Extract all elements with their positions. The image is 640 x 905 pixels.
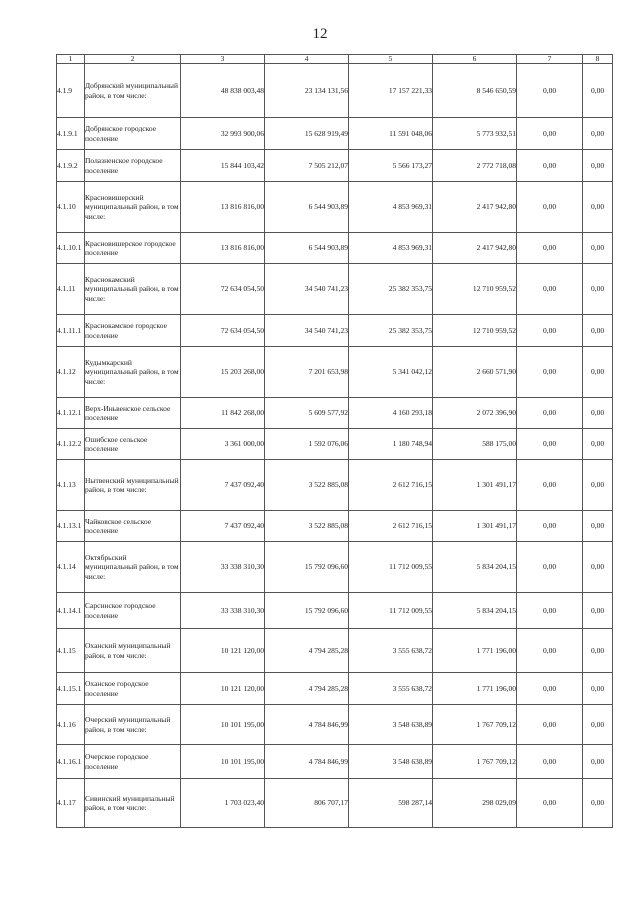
cell-col-4: 23 134 131,56	[265, 64, 349, 118]
cell-col-5: 5 341 042,12	[349, 347, 433, 398]
cell-col-4: 5 609 577,92	[265, 398, 349, 429]
cell-col-8: 0,00	[583, 118, 613, 150]
row-name: Оханский муниципальный район, в том числе:	[85, 629, 181, 673]
table-row	[57, 118, 613, 150]
cell-col-7: 0,00	[517, 629, 583, 673]
table-row	[57, 745, 613, 779]
cell-col-8: 0,00	[583, 182, 613, 233]
cell-col-7: 0,00	[517, 150, 583, 182]
cell-col-5: 3 555 638,72	[349, 673, 433, 705]
row-name: Нытвенский муниципальный район, в том числе:	[85, 460, 181, 511]
row-name: Чайковское сельское поселение	[85, 511, 181, 542]
cell-col-6: 588 175,00	[433, 429, 517, 460]
cell-col-7: 0,00	[517, 347, 583, 398]
row-name: Краснокамский муниципальный район, в том числе:	[85, 264, 181, 315]
cell-col-4: 15 628 919,49	[265, 118, 349, 150]
row-code: 4.1.15	[57, 629, 85, 673]
row-name: Кудымкарский муниципальный район, в том числе:	[85, 347, 181, 398]
cell-col-6: 1 767 709,12	[433, 705, 517, 745]
column-header: 7	[517, 55, 583, 64]
cell-col-6: 2 417 942,80	[433, 182, 517, 233]
row-name: Добрянский муниципальный район, в том числе:	[85, 64, 181, 118]
cell-col-4: 4 784 846,99	[265, 705, 349, 745]
cell-col-7: 0,00	[517, 264, 583, 315]
row-name: Оханское городское поселение	[85, 673, 181, 705]
cell-col-8: 0,00	[583, 511, 613, 542]
cell-col-8: 0,00	[583, 460, 613, 511]
cell-col-7: 0,00	[517, 118, 583, 150]
cell-col-5: 1 180 748,94	[349, 429, 433, 460]
row-name: Красновишерское городское поселение	[85, 233, 181, 264]
cell-col-8: 0,00	[583, 347, 613, 398]
cell-col-6: 2 660 571,90	[433, 347, 517, 398]
column-header: 1	[57, 55, 85, 64]
cell-col-6: 8 546 650,59	[433, 64, 517, 118]
row-code: 4.1.16	[57, 705, 85, 745]
cell-col-5: 25 382 353,75	[349, 264, 433, 315]
cell-col-6: 1 771 196,00	[433, 629, 517, 673]
cell-col-6: 2 072 396,90	[433, 398, 517, 429]
cell-col-3: 13 816 816,00	[181, 182, 265, 233]
cell-col-6: 1 771 196,00	[433, 673, 517, 705]
table-row	[57, 511, 613, 542]
table-row	[57, 629, 613, 673]
cell-col-6: 1 301 491,17	[433, 460, 517, 511]
cell-col-4: 1 592 076,06	[265, 429, 349, 460]
cell-col-3: 33 338 310,30	[181, 593, 265, 629]
cell-col-8: 0,00	[583, 629, 613, 673]
cell-col-8: 0,00	[583, 315, 613, 347]
cell-col-5: 4 853 969,31	[349, 233, 433, 264]
row-name: Ошибское сельское поселение	[85, 429, 181, 460]
cell-col-3: 15 844 103,42	[181, 150, 265, 182]
cell-col-7: 0,00	[517, 64, 583, 118]
cell-col-3: 48 838 003,48	[181, 64, 265, 118]
cell-col-6: 2 417 942,80	[433, 233, 517, 264]
cell-col-3: 33 338 310,30	[181, 542, 265, 593]
cell-col-3: 32 993 900,06	[181, 118, 265, 150]
cell-col-7: 0,00	[517, 182, 583, 233]
page-number: 12	[312, 26, 328, 42]
column-header: 6	[433, 55, 517, 64]
column-header: 4	[265, 55, 349, 64]
cell-col-5: 3 555 638,72	[349, 629, 433, 673]
cell-col-5: 4 160 293,18	[349, 398, 433, 429]
row-name: Полазненское городское поселение	[85, 150, 181, 182]
cell-col-8: 0,00	[583, 398, 613, 429]
cell-col-6: 1 767 709,12	[433, 745, 517, 779]
cell-col-4: 7 201 653,98	[265, 347, 349, 398]
cell-col-3: 15 203 268,00	[181, 347, 265, 398]
cell-col-5: 5 566 173,27	[349, 150, 433, 182]
row-code: 4.1.9.2	[57, 150, 85, 182]
row-code: 4.1.11	[57, 264, 85, 315]
cell-col-7: 0,00	[517, 542, 583, 593]
cell-col-8: 0,00	[583, 673, 613, 705]
cell-col-6: 5 773 932,51	[433, 118, 517, 150]
cell-col-8: 0,00	[583, 779, 613, 828]
cell-col-3: 10 101 195,00	[181, 745, 265, 779]
cell-col-4: 6 544 903,89	[265, 182, 349, 233]
row-name: Сарсинское городское поселение	[85, 593, 181, 629]
cell-col-3: 1 703 023,40	[181, 779, 265, 828]
cell-col-7: 0,00	[517, 673, 583, 705]
row-code: 4.1.17	[57, 779, 85, 828]
cell-col-5: 4 853 969,31	[349, 182, 433, 233]
row-code: 4.1.13.1	[57, 511, 85, 542]
cell-col-5: 2 612 716,15	[349, 511, 433, 542]
table-row	[57, 398, 613, 429]
cell-col-8: 0,00	[583, 233, 613, 264]
cell-col-6: 5 834 204,15	[433, 593, 517, 629]
cell-col-4: 3 522 885,08	[265, 511, 349, 542]
column-header: 8	[583, 55, 613, 64]
cell-col-7: 0,00	[517, 745, 583, 779]
cell-col-7: 0,00	[517, 233, 583, 264]
cell-col-4: 4 784 846,99	[265, 745, 349, 779]
cell-col-7: 0,00	[517, 460, 583, 511]
cell-col-6: 12 710 959,52	[433, 315, 517, 347]
cell-col-8: 0,00	[583, 745, 613, 779]
column-number-row	[57, 55, 613, 64]
budget-table	[56, 54, 613, 828]
row-code: 4.1.11.1	[57, 315, 85, 347]
row-code: 4.1.12.1	[57, 398, 85, 429]
table-row	[57, 673, 613, 705]
cell-col-8: 0,00	[583, 64, 613, 118]
table-row	[57, 460, 613, 511]
cell-col-8: 0,00	[583, 705, 613, 745]
table-row	[57, 233, 613, 264]
row-name: Очерское городское поселение	[85, 745, 181, 779]
cell-col-4: 4 794 285,28	[265, 629, 349, 673]
cell-col-5: 25 382 353,75	[349, 315, 433, 347]
cell-col-4: 3 522 885,08	[265, 460, 349, 511]
cell-col-5: 598 287,14	[349, 779, 433, 828]
table-row	[57, 264, 613, 315]
cell-col-5: 17 157 221,33	[349, 64, 433, 118]
cell-col-7: 0,00	[517, 705, 583, 745]
column-header: 3	[181, 55, 265, 64]
cell-col-3: 13 816 816,00	[181, 233, 265, 264]
table-row	[57, 705, 613, 745]
cell-col-6: 12 710 959,52	[433, 264, 517, 315]
cell-col-3: 72 634 054,50	[181, 315, 265, 347]
row-code: 4.1.13	[57, 460, 85, 511]
table-row	[57, 315, 613, 347]
cell-col-8: 0,00	[583, 542, 613, 593]
cell-col-3: 3 361 000,00	[181, 429, 265, 460]
row-name: Сивинский муниципальный район, в том числе:	[85, 779, 181, 828]
row-code: 4.1.9	[57, 64, 85, 118]
row-code: 4.1.10.1	[57, 233, 85, 264]
column-header: 5	[349, 55, 433, 64]
cell-col-7: 0,00	[517, 593, 583, 629]
cell-col-4: 15 792 096,60	[265, 593, 349, 629]
cell-col-8: 0,00	[583, 593, 613, 629]
row-code: 4.1.16.1	[57, 745, 85, 779]
table-row	[57, 64, 613, 118]
row-name: Октябрьский муниципальный район, в том числе:	[85, 542, 181, 593]
table-row	[57, 593, 613, 629]
table-row	[57, 429, 613, 460]
cell-col-5: 3 548 638,89	[349, 745, 433, 779]
cell-col-7: 0,00	[517, 315, 583, 347]
cell-col-5: 2 612 716,15	[349, 460, 433, 511]
cell-col-4: 34 540 741,23	[265, 264, 349, 315]
row-name: Очерский муниципальный район, в том числе:	[85, 705, 181, 745]
cell-col-8: 0,00	[583, 429, 613, 460]
cell-col-7: 0,00	[517, 429, 583, 460]
row-code: 4.1.14	[57, 542, 85, 593]
row-code: 4.1.15.1	[57, 673, 85, 705]
cell-col-3: 10 101 195,00	[181, 705, 265, 745]
cell-col-3: 10 121 120,00	[181, 629, 265, 673]
cell-col-3: 7 437 092,40	[181, 460, 265, 511]
cell-col-3: 72 634 054,50	[181, 264, 265, 315]
row-code: 4.1.14.1	[57, 593, 85, 629]
cell-col-8: 0,00	[583, 150, 613, 182]
row-name: Верх-Иньвенское сельское поселение	[85, 398, 181, 429]
row-name: Добрянское городское поселение	[85, 118, 181, 150]
cell-col-5: 11 591 048,06	[349, 118, 433, 150]
table-row	[57, 182, 613, 233]
column-header: 2	[85, 55, 181, 64]
cell-col-4: 7 505 212,07	[265, 150, 349, 182]
table-row	[57, 347, 613, 398]
row-name: Красновишерский муниципальный район, в том числе:	[85, 182, 181, 233]
cell-col-8: 0,00	[583, 264, 613, 315]
cell-col-5: 3 548 638,89	[349, 705, 433, 745]
cell-col-4: 806 707,17	[265, 779, 349, 828]
cell-col-4: 15 792 096,60	[265, 542, 349, 593]
cell-col-6: 2 772 718,08	[433, 150, 517, 182]
table-row	[57, 779, 613, 828]
table-row	[57, 150, 613, 182]
cell-col-4: 6 544 903,89	[265, 233, 349, 264]
cell-col-4: 4 794 285,28	[265, 673, 349, 705]
row-code: 4.1.9.1	[57, 118, 85, 150]
cell-col-7: 0,00	[517, 779, 583, 828]
row-name: Краснокамское городское поселение	[85, 315, 181, 347]
cell-col-7: 0,00	[517, 511, 583, 542]
row-code: 4.1.12	[57, 347, 85, 398]
cell-col-3: 7 437 092,40	[181, 511, 265, 542]
row-code: 4.1.12.2	[57, 429, 85, 460]
cell-col-7: 0,00	[517, 398, 583, 429]
cell-col-3: 11 842 268,00	[181, 398, 265, 429]
cell-col-3: 10 121 120,00	[181, 673, 265, 705]
cell-col-4: 34 540 741,23	[265, 315, 349, 347]
cell-col-6: 298 029,09	[433, 779, 517, 828]
row-code: 4.1.10	[57, 182, 85, 233]
cell-col-6: 5 834 204,15	[433, 542, 517, 593]
cell-col-5: 11 712 009,55	[349, 542, 433, 593]
cell-col-6: 1 301 491,17	[433, 511, 517, 542]
table-row	[57, 542, 613, 593]
cell-col-5: 11 712 009,55	[349, 593, 433, 629]
